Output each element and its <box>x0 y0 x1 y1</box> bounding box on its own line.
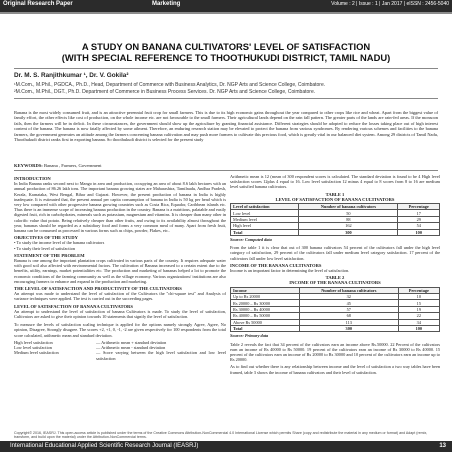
table-cell: Total <box>231 229 299 235</box>
section-paragraph: Banana is one among the important plantation crops cultivated in various parts of the country. It requires adequate water with good soil also affected with environmental factors. The cultivation of Banana increased to a certain extent due to the benefits, utility, earnings, market potentialities etc. The production and marketing of bananas helped a lot to promote the economic conditions of the farming community as well as the village economy. Various organizations/ institutions are also encouraging farmers to enhance and expand in the production and marketing. <box>14 258 226 284</box>
divider <box>14 68 438 69</box>
table-row <box>231 229 440 235</box>
section-heading: THE LEVEL OF SATISFACTION AND PRODUCTIVITY OF THE CULTIVATORS <box>14 286 182 292</box>
table-cell: Medium level <box>231 216 299 222</box>
table-cell: 113 <box>299 319 398 325</box>
journal-footer-bar <box>0 441 452 452</box>
section-paragraph: In India Banana ranks second next to Mango in area and production, occupying an area of about 8.6 lakh hectares with an annual production of 86.26 lakh tons. The important banana growing states are Maharashtra, Tamilnadu, Andhra Pradesh, Kerala, Karnataka, West Bengal, Bihar and Gujarat. However, the present production of banana in India is highly inadequate. It is estimated that, the present annual per capita consumption of banana in India is 50 kg per head which is very low compared with other progressive banana growing countries such as Costa Rica, Equador, Caribbean islands etc. Thus there is an immense scope of increasing banana production in the country. Banana is a nutritious, palatable and easily digested fruit, rich in carbohydrates, minerals such as potassium, magnesium and vitamins. It is cheaper than many other in calorific value that potato. Being relatively cheaper than other fruits, and owing to its availability almost throughout the year, bananas should be regarded as a subsidiary food and forms a very common meal of many. Apart from fresh fruit, banana can be consumed as processed in various forms such as chips, powder, Flakes, etc.. <box>14 181 226 234</box>
table-header: Level of satisfaction <box>231 204 299 210</box>
table-cell: 15 <box>398 300 439 306</box>
table-cell: 29 <box>398 216 440 222</box>
section-heading: STATEMENT OF THE PROBLEM <box>14 252 85 258</box>
title-line-1: A STUDY ON BANANA CULTIVATORS' LEVEL OF SATISFACTION <box>81 41 371 52</box>
table-cell: 68 <box>299 313 398 319</box>
table-cell: 50 <box>299 210 398 216</box>
journal-name: International Educational Applied Scientific Research Journal (IEASRJ) <box>10 442 199 449</box>
income-paragraph: Income is an important factor in determining the level of satisfaction. <box>230 267 350 273</box>
abstract-text: Banana is the most widely consumed fruit, and is an attractive perennial fruit crop for small farmers. This is due to its high economic gains throughout the year compared to other crops like rice and wheat. Apart from the biggest value of family effort, the other effects like cost of production, on the whole income etc. are not favourable to the small farmers. Their agricultural lands depend on the rain fall pattern. The greater parts of the lands are rain-fed areas. If the monsoon fails, then the farmers will be in deficit. In these circumstances, the government should show up the agriculture by granting financial assistance. Different strategies should be adopted to reduce the losses taking place out of high interest content of the banana. The banana is now fatally affected by some ailment. Therefore, an enduring research station may be elevated to protect the banana from various syndromes. By rendering various schemes and facilities to the banana farmers, the government generates an attitude among the farmers concerning banana cultivation and may push more farmers to cultivate this precious food, which is greatly vital in our balanced diet system. Among 29 districts of Tamil Nadu, Thoothukudi district ranks first in exporting banana. So thoothukudi district is selected for the present study <box>14 110 438 143</box>
paper-title <box>20 41 432 63</box>
table2-title: INCOME OF THE BANANA CULTIVATORS <box>289 280 381 286</box>
section-paragraph: • To study the income level of the banana cultivators • To study their level of satisfaction <box>14 240 105 251</box>
affiliation-1: ¹M.Com., M.Phil., PGDCA., Ph.D., Head, Department of Commerce with Business Analytics, Dr. NGP Arts and Science College, Coimbatore. <box>14 82 326 88</box>
table-cell: Rs 20000 – Rs 30000 <box>231 300 300 306</box>
table-cell: 54 <box>398 223 440 229</box>
volume-info: Volume : 2 | Issue : 1 | Jan 2017 | eISSN : 2456-5040 <box>331 1 449 7</box>
section-heading: INTRODUCTION <box>14 176 51 181</box>
section-heading: LEVEL OF SATISFACTION OF BANANA CULTIVATORS <box>14 303 133 309</box>
table-cell: Up to Rs 20000 <box>231 293 300 299</box>
section-paragraph: An attempt was made to understand the level of satisfaction of the Cultivators the "chi-square test" and Analysis of variance techniques were applied. The test is carried out in the succeeding pages. <box>14 291 226 302</box>
divider <box>14 170 438 171</box>
divider <box>14 98 438 99</box>
formula-value: — Arithmetic mean - standard deviation <box>96 345 166 351</box>
table2-caption: TABLE 2 <box>325 275 345 281</box>
satisfaction-table <box>230 203 440 236</box>
table-cell: 100 <box>398 325 439 331</box>
section-heading: OBJECTIVES OF THE STUDY <box>14 235 78 241</box>
formula-list <box>14 340 226 361</box>
section-scaling <box>14 322 226 338</box>
affiliation-2: ²M.Com., M.Phil., DGT., Ph.D. Department of Commerce in Business Process Services. Dr. NGP Arts and Science College, Coimbatore. <box>14 89 316 95</box>
formula-value: — Arithmetic mean + standard deviation <box>96 339 167 345</box>
table-header: Number of banana cultivators <box>299 287 398 293</box>
section-level-of-satisfaction <box>14 304 226 320</box>
section-label: Marketing <box>152 1 181 7</box>
table1-caption: TABLE 1 <box>325 191 345 197</box>
table-cell: 17 <box>398 210 440 216</box>
table-cell: 300 <box>299 229 398 235</box>
section-paragraph: To measure the levels of satisfaction scaling technique is applied for the options namely strongly Agree, Agree, No opinion, Disagree, Strongly disagree. The scores +2, +1, 0, -1, -2 are given respectively for 100 respondents from the total score calculated, arithmetic mean and standard deviation. <box>14 322 226 338</box>
keywords-label: KEYWORDS: <box>14 163 43 168</box>
paper-type-label: Original Research Paper <box>3 1 73 7</box>
table-cell: 22 <box>398 313 439 319</box>
section-objectives <box>14 235 226 251</box>
table-header: Percentage <box>398 204 440 210</box>
table-header: Income <box>231 287 300 293</box>
table-header: Percentage <box>398 287 439 293</box>
table-cell: 32 <box>299 293 398 299</box>
table-cell: 10 <box>398 293 439 299</box>
section-statement <box>14 253 226 284</box>
journal-header-bar <box>0 0 452 12</box>
section-introduction <box>14 176 226 233</box>
table-header: Number of banana cultivators <box>299 204 398 210</box>
section-paragraph: An attempt to understand the level of satisfaction of banana Cultivators is made. To study the level of satisfaction, Cultivators are asked to give their opinion towards 10 statements that signify the level of satisfaction. <box>14 308 226 320</box>
table-cell: Rs 40000 – Rs 50000 <box>231 313 300 319</box>
table-cell: Above Rs 50000 <box>231 319 300 325</box>
table1-discussion: From the table 1 it is clear that out of 300 banana cultivators 54 percent of the cultivators fall under the high level category of satisfaction, 29 percent of the cultivators fall under medium level category satisfaction. 17 percent of the cultivators fall under low level satisfaction. <box>230 245 440 261</box>
table-cell: 100 <box>398 229 440 235</box>
table-cell: 19 <box>398 306 439 312</box>
table1-source: Source: Computed data <box>230 236 272 242</box>
satisfaction-paragraph: Arithmetic mean is 12 (mean of 300 respondent scores is calculated. The standard deviation is found to be 4 High level satisfaction scores 12plus 4 equal to 16. Low level satisfaction 12 minus 4 equal to 8 scores from 8 to 16 are medium level satisfied banana cultivators. <box>230 174 440 190</box>
table-cell: 45 <box>299 300 398 306</box>
formula-key: Low level satisfaction <box>14 345 52 351</box>
closing-paragraph: As to find out whether there is any relationship between income and the level of satisfaction a two way tables have been framed, table 3 shows the income of banana cultivators and their level of satisfaction. <box>230 364 440 375</box>
table1-title: LEVEL OF SATISFACTION OF BANANA CULTIVATORS <box>275 196 395 202</box>
table-cell: 162 <box>299 223 398 229</box>
keywords-text: Banana , Farmers, Government <box>42 163 102 168</box>
formula-row <box>14 350 226 360</box>
page-number: 13 <box>439 442 446 449</box>
table-cell: 57 <box>299 306 398 312</box>
formula-value: — Score varying between the high level satisfaction and low level satisfaction <box>96 350 226 361</box>
table-cell: 300 <box>299 325 398 331</box>
header-divider <box>0 12 452 14</box>
table-cell: Low level <box>231 210 299 216</box>
table-row <box>231 325 440 331</box>
title-line-2: (WITH SPECIAL REFERENCE TO THOOTHUKUDI DISTRICT, TAMIL NADU) <box>61 52 391 63</box>
table2-source: Source: Primary data <box>230 333 269 339</box>
copyright-notice: Copyright© 2016, IEASRJ. This open-access article is published under the terms of the Creative Commons Attribution-NonCommercial 4.0 International License which permits Share (copy and redistribute the material in any medium or format) and Adapt (remix, transform, and build upon the material) under the Attribution-NonCommercial terms. <box>14 431 428 440</box>
table-cell: 88 <box>299 216 398 222</box>
author-names: Dr. M. S. Ranjithkumar ¹, Dr. V. Gokila² <box>14 72 129 79</box>
table-header-row <box>231 204 440 210</box>
table-cell: 34 <box>398 319 439 325</box>
formula-key: High level satisfaction <box>14 339 53 345</box>
left-column <box>14 174 226 361</box>
table-cell: High level <box>231 223 299 229</box>
table-cell: Rs 30000 – Rs 40000 <box>231 306 300 312</box>
section-heading: INCOME OF THE BANANA CULTIVATORS <box>230 262 322 268</box>
table-cell: Total <box>231 325 300 331</box>
keywords <box>14 163 102 168</box>
right-column <box>230 174 440 376</box>
income-table <box>230 287 440 333</box>
section-satisfaction-productivity <box>14 286 226 302</box>
formula-key: Medium level satisfaction <box>14 350 59 356</box>
table2-discussion: Table 2 reveals the fact that 34 percent of the cultivators earn an income above Rs.50000. 22 Percent of the cultivators earn an income of Rs 40000 to Rs 50000. 19 percent of the cultivators earn an income of Rs 30000 to Rs 40000. 15 percent of the cultivators earn an income of Rs 20000 to Rs 30000 and 10 percent of the cultivators earn an income up to Rs 20000. <box>230 341 440 363</box>
